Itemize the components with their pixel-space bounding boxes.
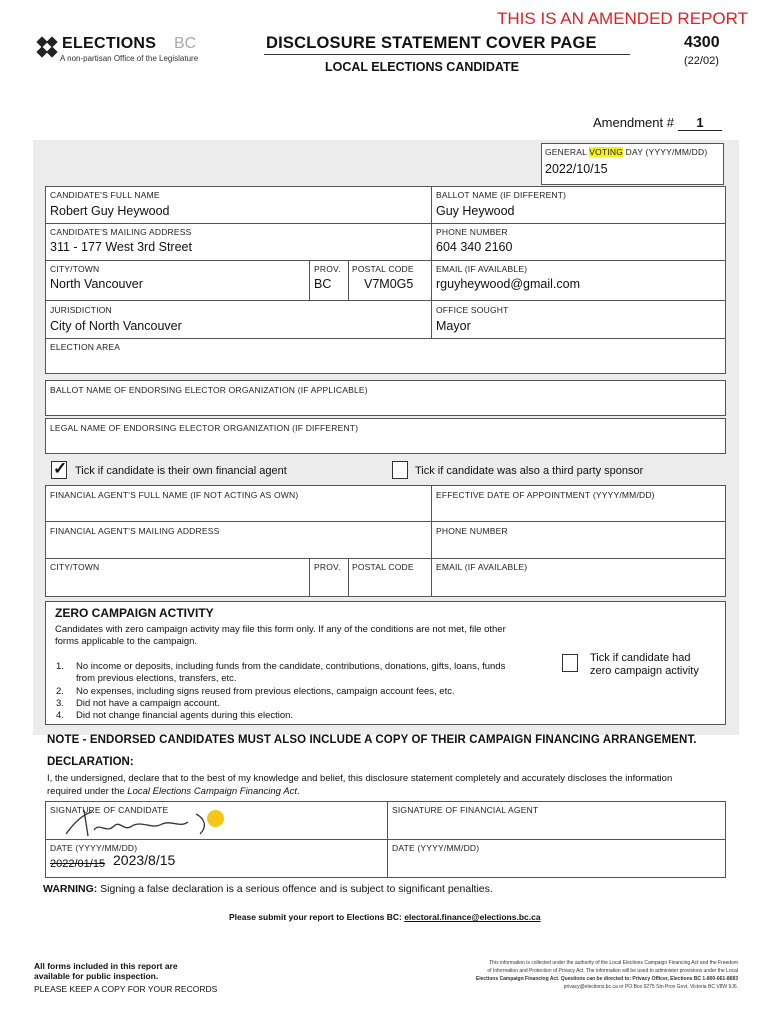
form-number: 4300 <box>684 34 720 51</box>
list-item-number: 1. <box>56 661 64 672</box>
agent-prov-label: PROV. <box>314 562 341 572</box>
voting-day-label: GENERAL VOTING DAY (YYYY/MM/DD) <box>545 147 708 157</box>
zero-activity-tick-label-2: zero campaign activity <box>590 665 699 677</box>
submit-instruction: Please submit your report to Elections BC: electoral.finance@elections.bc.ca <box>229 912 541 922</box>
agent-email-label: EMAIL (IF AVAILABLE) <box>436 562 528 572</box>
footer-public-1: All forms included in this report are <box>34 961 178 971</box>
third-party-checkbox[interactable] <box>392 461 408 479</box>
candidate-name-label: CANDIDATE'S FULL NAME <box>50 190 160 200</box>
logo-suffix: BC <box>174 35 197 52</box>
agent-phone-label: PHONE NUMBER <box>436 526 508 536</box>
footer-public-2: available for public inspection. <box>34 971 159 981</box>
endorsed-note: NOTE - ENDORSED CANDIDATES MUST ALSO INCLUDE A COPY OF THEIR CAMPAIGN FINANCING ARRANGEMENT. <box>47 734 697 746</box>
candidate-city-label: CITY/TOWN <box>50 264 100 274</box>
agent-signature-label: SIGNATURE OF FINANCIAL AGENT <box>392 805 539 815</box>
footer-privacy-notice: This information is collected under the authority of the Local Elections Campaign Financing Act and the Freedom of Information and Protection of Privacy Act. The information will be used to administer provisions under the Local Elections Campaign Financing Act. Questions can be directed to: Privacy Officer, Elections BC 1-800-661-8683 privacy@elections.bc.ca or PO Box 9275 Stn Prov Govt, Victoria BC V8W 9J6. <box>475 960 738 990</box>
amendment-value[interactable]: 1 <box>678 115 722 131</box>
warning-text: WARNING: Signing a false declaration is a serious offence and is subject to significant penalties. <box>43 883 493 895</box>
logo-mark-icon <box>36 36 62 60</box>
amendment-label: Amendment # <box>593 115 674 130</box>
candidate-city-field[interactable]: North Vancouver <box>50 277 143 291</box>
jurisdiction-label: JURISDICTION <box>50 305 112 315</box>
logo-text: ELECTIONS <box>62 35 157 52</box>
candidate-date-label: DATE (YYYY/MM/DD) <box>50 843 138 853</box>
elections-bc-logo <box>36 34 216 68</box>
checkmark-icon: ✓ <box>53 459 68 478</box>
jurisdiction-field[interactable]: City of North Vancouver <box>50 319 182 333</box>
own-agent-label: Tick if candidate is their own financial agent <box>75 465 287 477</box>
ballot-name-field[interactable]: Guy Heywood <box>436 204 515 218</box>
agent-block <box>45 485 726 597</box>
zero-activity-title: ZERO CAMPAIGN ACTIVITY <box>55 606 214 620</box>
list-item: Did not have a campaign account. <box>76 698 220 709</box>
logo-tagline: A non-partisan Office of the Legislature <box>60 54 199 63</box>
own-agent-checkbox[interactable] <box>51 461 67 479</box>
list-item-number: 4. <box>56 710 64 721</box>
footer-keep-copy: PLEASE KEEP A COPY FOR YOUR RECORDS <box>34 984 218 994</box>
candidate-address-field[interactable]: 311 - 177 West 3rd Street <box>50 240 192 254</box>
election-area-label: ELECTION AREA <box>50 342 121 352</box>
candidate-email-field[interactable]: rguyheywood@gmail.com <box>436 277 581 291</box>
candidate-phone-label: PHONE NUMBER <box>436 227 508 237</box>
declaration-text-2: required under the Local Elections Campaign Financing Act. <box>47 786 300 797</box>
candidate-phone-field[interactable]: 604 340 2160 <box>436 240 513 254</box>
signature-highlight-dot <box>207 810 224 827</box>
list-item: No expenses, including signs reused from previous elections, campaign account fees, etc. <box>76 686 455 697</box>
form-subtitle: LOCAL ELECTIONS CANDIDATE <box>325 60 519 74</box>
zero-activity-intro-2: forms applicable to the campaign. <box>55 636 198 647</box>
title-underline <box>264 54 630 55</box>
agent-date-label: DATE (YYYY/MM/DD) <box>392 843 480 853</box>
candidate-signature-icon[interactable] <box>62 808 222 838</box>
candidate-name-field[interactable]: Robert Guy Heywood <box>50 204 170 218</box>
candidate-prov-label: PROV. <box>314 264 341 274</box>
form-version: (22/02) <box>684 55 719 67</box>
declaration-title: DECLARATION: <box>47 756 134 768</box>
candidate-date-struck: 2022/01/15 <box>50 858 106 870</box>
zero-activity-tick-label-1: Tick if candidate had <box>590 652 691 664</box>
election-area-field[interactable] <box>45 338 726 374</box>
voting-day-value: 2022/10/15 <box>545 162 608 176</box>
candidate-address-label: CANDIDATE'S MAILING ADDRESS <box>50 227 192 237</box>
office-sought-label: OFFICE SOUGHT <box>436 305 509 315</box>
agent-address-label: FINANCIAL AGENT'S MAILING ADDRESS <box>50 526 220 536</box>
candidate-date-field[interactable]: 2023/8/15 <box>113 852 176 868</box>
agent-effective-date-label: EFFECTIVE DATE OF APPOINTMENT (YYYY/MM/DD) <box>436 490 655 500</box>
office-sought-field[interactable]: Mayor <box>436 319 471 333</box>
list-item-number: 3. <box>56 698 64 709</box>
zero-activity-checkbox[interactable] <box>562 654 578 672</box>
candidate-signature-label: SIGNATURE OF CANDIDATE <box>50 805 169 815</box>
candidate-postal-label: POSTAL CODE <box>352 264 414 274</box>
agent-postal-label: POSTAL CODE <box>352 562 414 572</box>
agent-city-label: CITY/TOWN <box>50 562 100 572</box>
footer-public-notice <box>34 961 217 994</box>
ballot-name-label: BALLOT NAME (IF DIFFERENT) <box>436 190 567 200</box>
list-item: Did not change financial agents during this election. <box>76 710 294 721</box>
third-party-label: Tick if candidate was also a third party sponsor <box>415 465 644 477</box>
zero-activity-intro-1: Candidates with zero campaign activity may file this form only. If any of the conditions are not met, file other <box>55 624 506 635</box>
candidate-postal-field[interactable]: V7M0G5 <box>364 277 414 291</box>
amended-notice: THIS IS AN AMENDED REPORT <box>497 9 748 28</box>
declaration-text-1: I, the undersigned, declare that to the best of my knowledge and belief, this disclosure statement completely and accurately discloses the information <box>47 773 673 784</box>
candidate-email-label: EMAIL (IF AVAILABLE) <box>436 264 528 274</box>
candidate-prov-field[interactable]: BC <box>314 277 332 291</box>
list-item-number: 2. <box>56 686 64 697</box>
list-item: No income or deposits, including funds from the candidate, contributions, donations, gifts, loans, funds <box>76 661 506 672</box>
ballot-org-label: BALLOT NAME OF ENDORSING ELECTOR ORGANIZATION (IF APPLICABLE) <box>50 385 368 395</box>
submit-email-link[interactable]: electoral.finance@elections.bc.ca <box>404 912 541 922</box>
legal-org-label: LEGAL NAME OF ENDORSING ELECTOR ORGANIZATION (IF DIFFERENT) <box>50 423 359 433</box>
form-title: DISCLOSURE STATEMENT COVER PAGE <box>266 34 597 52</box>
list-item-cont: from previous elections, transfers, etc. <box>76 673 237 684</box>
agent-name-label: FINANCIAL AGENT'S FULL NAME (IF NOT ACTING AS OWN) <box>50 490 299 500</box>
